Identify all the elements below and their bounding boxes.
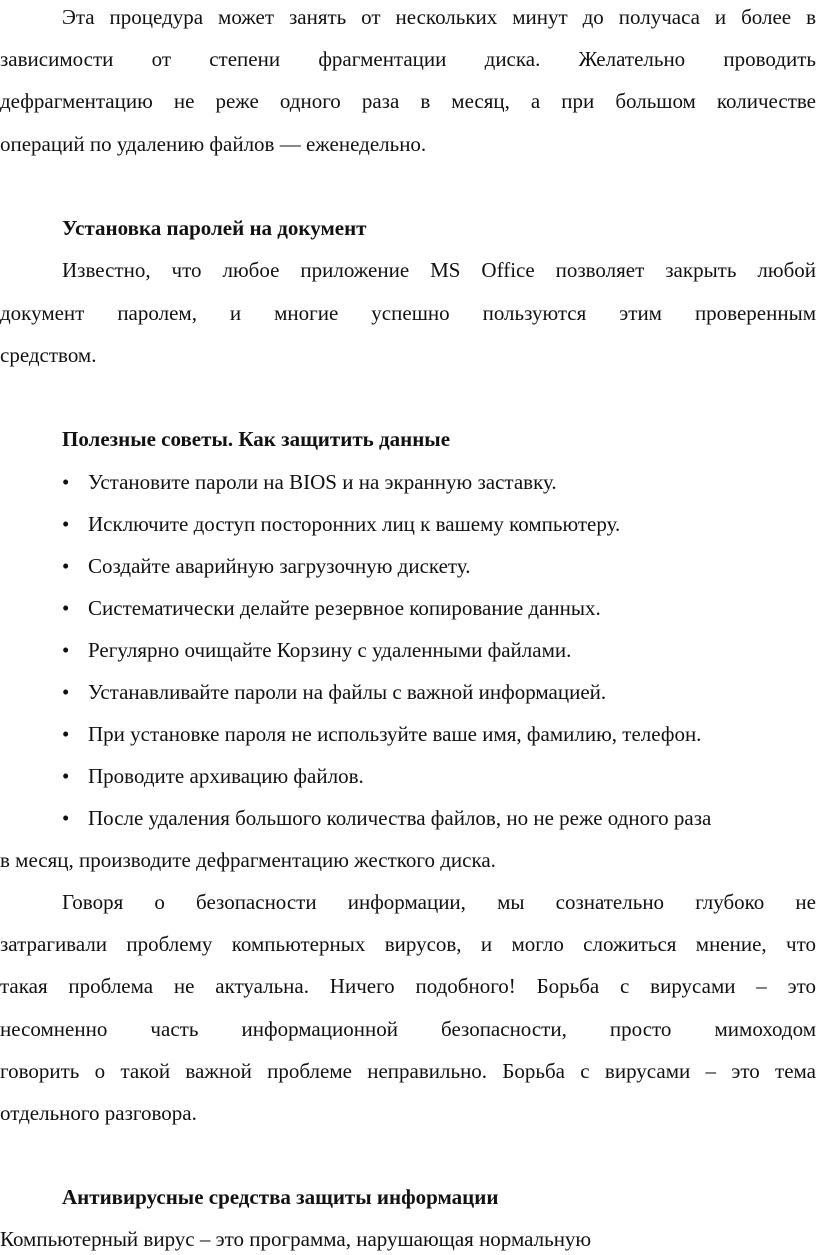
list-item-text: Создайте аварийную загрузочную дискету. — [88, 554, 471, 578]
para2-line-1: Известно, что любое приложение MS Office позволяет закрыть любой — [62, 258, 816, 282]
list-item-text: Регулярно очищайте Корзину с удаленными файлами. — [88, 638, 572, 662]
para3-line-6: отдельного разговора. — [0, 1101, 197, 1125]
bullet-icon: • — [62, 554, 70, 578]
bullet-icon: • — [62, 596, 70, 620]
heading-antivirus: Антивирусные средства защиты информации — [62, 1185, 499, 1209]
para1-line-2: зависимости от степени фрагментации диска. Желательно проводить — [0, 47, 816, 71]
list-item-text: При установке пароля не используйте ваше имя, фамилию, телефон. — [88, 722, 702, 746]
para3-line-2: затрагивали проблему компьютерных вирусов, и могло сложиться мнение, что — [0, 932, 816, 956]
list-item — [62, 635, 816, 665]
list-item — [62, 803, 816, 833]
para4-line-1: Компьютерный вирус – это программа, нарушающая нормальную — [0, 1227, 592, 1251]
list-item — [62, 719, 816, 749]
bullet-icon: • — [62, 680, 70, 704]
list-item — [62, 593, 816, 623]
list-item — [62, 467, 816, 497]
list-item-text: Исключите доступ посторонних лиц к вашему компьютеру. — [88, 512, 621, 536]
para1-line-3: дефрагментацию не реже одного раза в месяц, а при большом количестве — [0, 89, 816, 113]
list-item-text: Проводите архивацию файлов. — [88, 764, 364, 788]
bullet-icon: • — [62, 638, 70, 662]
bullet-icon: • — [62, 470, 70, 494]
list-item — [62, 761, 816, 791]
bullet-icon: • — [62, 722, 70, 746]
bullet-icon: • — [62, 764, 70, 788]
list-item — [62, 677, 816, 707]
list-item-text: Установите пароли на BIOS и на экранную заставку. — [88, 470, 557, 494]
heading-tips: Полезные советы. Как защитить данные — [62, 427, 451, 451]
para3-line-4: несомненно часть информационной безопасности, просто мимоходом — [0, 1017, 816, 1041]
para3-line-5: говорить о такой важной проблеме неправильно. Борьба с вирусами – это тема — [0, 1059, 816, 1083]
list-item-text: После удаления большого количества файлов, но не реже одного раза — [88, 806, 712, 830]
list-item-text: Систематически делайте резервное копирование данных. — [88, 596, 601, 620]
para1-line-1: Эта процедура может занять от нескольких минут до получаса и более в — [62, 5, 816, 29]
list-item-text: Устанавливайте пароли на файлы с важной информацией. — [88, 680, 607, 704]
list-item — [62, 509, 816, 539]
bullet-icon: • — [62, 806, 70, 830]
para2-line-3: средством. — [0, 343, 97, 367]
heading-passwords: Установка паролей на документ — [62, 216, 367, 240]
list-item — [62, 551, 816, 581]
para3-line-3: такая проблема не актуальна. Ничего подобного! Борьба с вирусами – это — [0, 974, 816, 998]
list-item-continuation: в месяц, производите дефрагментацию жесткого диска. — [0, 848, 496, 872]
para2-line-2: документ паролем, и многие успешно пользуются этим проверенным — [0, 301, 816, 325]
para3-line-1: Говоря о безопасности информации, мы сознательно глубоко не — [62, 890, 816, 914]
para1-line-4: операций по удалению файлов — еженедельно. — [0, 132, 427, 156]
bullet-icon: • — [62, 512, 70, 536]
